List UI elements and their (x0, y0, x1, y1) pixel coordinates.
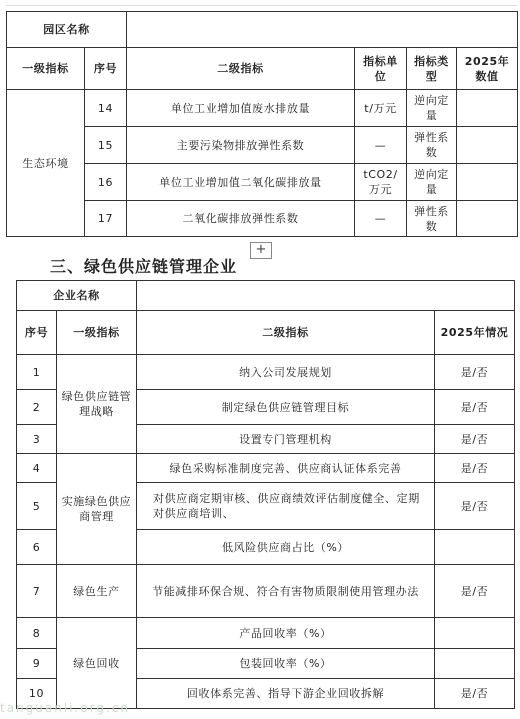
row-unit: — (355, 127, 407, 164)
row-no: 5 (17, 483, 57, 530)
row-no: 16 (85, 164, 127, 201)
row-indicator: 包装回收率（%） (137, 649, 435, 679)
row-no: 14 (85, 90, 127, 127)
header-unit: 指标单位 (355, 48, 407, 90)
row-indicator: 低风险供应商占比（%） (137, 530, 435, 565)
row-no: 9 (17, 649, 57, 679)
row-indicator: 单位工业增加值废水排放量 (127, 90, 355, 127)
row-indicator: 二氧化碳排放弹性系数 (127, 201, 355, 237)
company-name-label: 企业名称 (17, 281, 137, 311)
row-indicator: 节能减排环保合规、符合有害物质限制使用管理办法 (137, 565, 435, 618)
header-no: 序号 (85, 48, 127, 90)
row-value[interactable] (457, 201, 518, 237)
row-unit: t/万元 (355, 90, 407, 127)
row-indicator: 单位工业增加值二氧化碳排放量 (127, 164, 355, 201)
row-no: 3 (17, 425, 57, 454)
row-unit: — (355, 201, 407, 237)
park-name-label: 园区名称 (7, 12, 127, 48)
row-unit: tCO2/万元 (355, 164, 407, 201)
row-indicator: 主要污染物排放弹性系数 (127, 127, 355, 164)
row-indicator: 对供应商定期审核、供应商绩效评估制度健全、定期对供应商培训、 (137, 483, 435, 530)
header-value: 2025年数值 (457, 48, 518, 90)
group-green-production: 绿色生产 (57, 565, 137, 618)
row-status[interactable]: 是/否 (435, 565, 515, 618)
header-level2: 二级指标 (127, 48, 355, 90)
supply-chain-indicator-table (16, 280, 515, 709)
row-indicator: 设置专门管理机构 (137, 425, 435, 454)
category-eco-env: 生态环境 (7, 90, 85, 237)
park-name-value[interactable] (127, 12, 518, 48)
row-type: 弹性系数 (407, 127, 457, 164)
expand-button[interactable]: + (250, 242, 272, 259)
row-indicator: 制定绿色供应链管理目标 (137, 390, 435, 425)
row-value[interactable] (457, 90, 518, 127)
header-level1: 一级指标 (57, 311, 137, 355)
header-status: 2025年情况 (435, 311, 515, 355)
park-indicator-table (6, 11, 518, 237)
row-type: 弹性系数 (407, 201, 457, 237)
row-type: 逆向定量 (407, 164, 457, 201)
header-type: 指标类型 (407, 48, 457, 90)
row-status[interactable]: 是/否 (435, 425, 515, 454)
row-value[interactable] (457, 164, 518, 201)
row-indicator: 回收体系完善、指导下游企业回收拆解 (137, 679, 435, 709)
row-status[interactable] (435, 530, 515, 565)
row-indicator: 产品回收率（%） (137, 618, 435, 649)
row-status[interactable]: 是/否 (435, 679, 515, 709)
company-name-value[interactable] (137, 281, 515, 311)
row-status[interactable]: 是/否 (435, 355, 515, 390)
row-no: 10 (17, 679, 57, 709)
group-strategy: 绿色供应链管理战略 (57, 355, 137, 454)
row-no: 4 (17, 454, 57, 483)
row-status[interactable] (435, 649, 515, 679)
row-no: 6 (17, 530, 57, 565)
row-indicator: 绿色采购标准制度完善、供应商认证体系完善 (137, 454, 435, 483)
row-no: 2 (17, 390, 57, 425)
row-value[interactable] (457, 127, 518, 164)
top-divider (6, 5, 517, 6)
header-no: 序号 (17, 311, 57, 355)
row-status[interactable] (435, 618, 515, 649)
row-status[interactable]: 是/否 (435, 390, 515, 425)
row-no: 15 (85, 127, 127, 164)
group-green-recycling: 绿色回收 (57, 618, 137, 709)
section-title: 三、绿色供应链管理企业 (50, 257, 238, 276)
row-no: 7 (17, 565, 57, 618)
group-supplier-management: 实施绿色供应商管理 (57, 454, 137, 565)
row-no: 8 (17, 618, 57, 649)
row-indicator: 纳入公司发展规划 (137, 355, 435, 390)
row-type: 逆向定量 (407, 90, 457, 127)
row-no: 17 (85, 201, 127, 237)
header-level1: 一级指标 (7, 48, 85, 90)
row-no: 1 (17, 355, 57, 390)
row-status[interactable]: 是/否 (435, 454, 515, 483)
row-status[interactable]: 是/否 (435, 483, 515, 530)
header-level2: 二级指标 (137, 311, 435, 355)
watermark: tanguanli.org.cn (0, 701, 131, 715)
